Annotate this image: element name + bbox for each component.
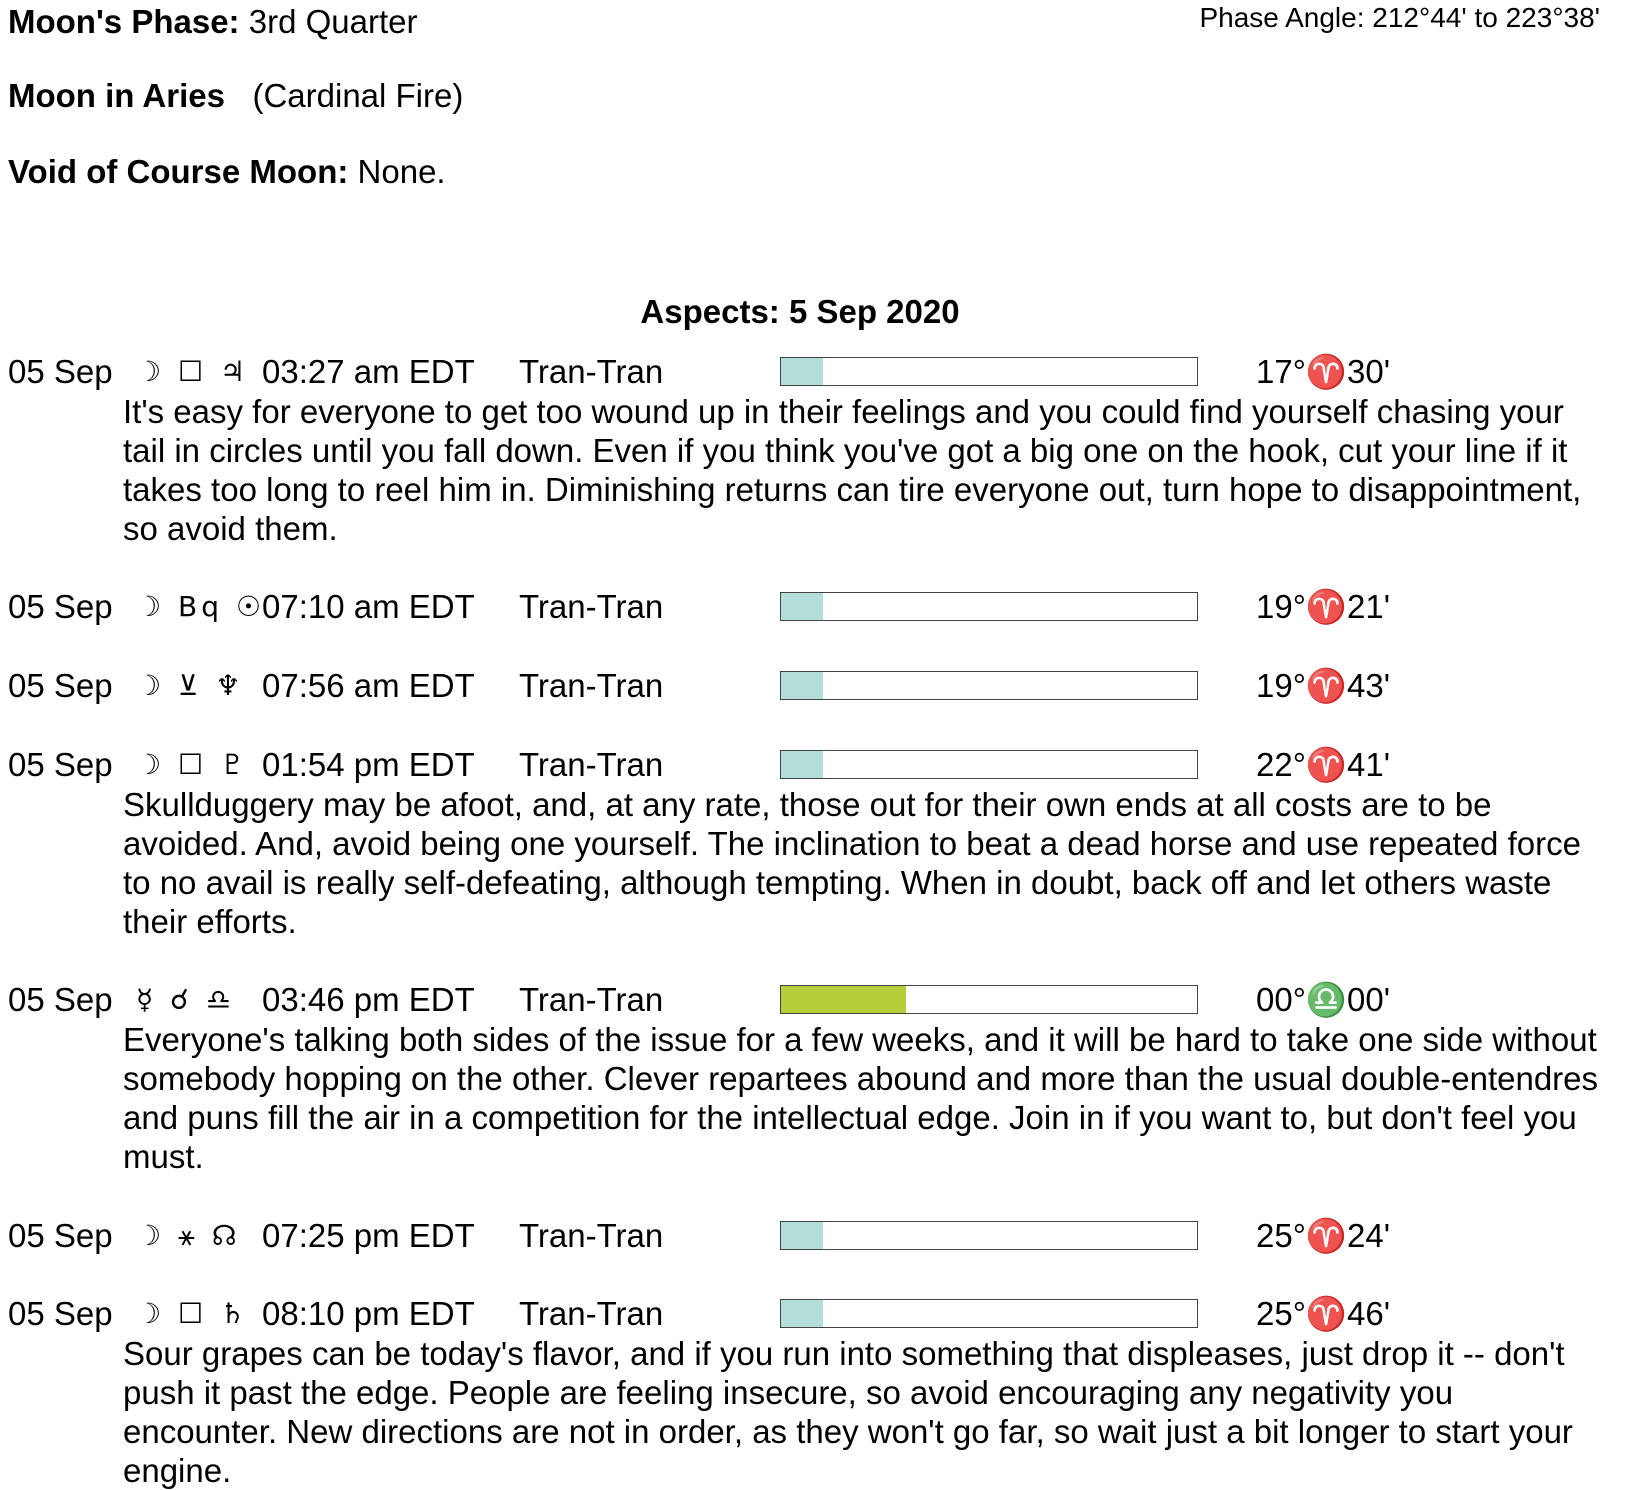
strength-bar-fill (781, 358, 823, 385)
aspect-type: Tran-Tran (519, 667, 664, 704)
aspect-degree: 17°♈30' (1256, 353, 1390, 390)
phase-angle (1199, 0, 1600, 36)
aspect-time: 01:54 pm EDT (262, 746, 475, 783)
strength-bar (780, 750, 1198, 779)
aspect-time: 07:56 am EDT (262, 667, 475, 704)
phase-angle-value: 212°44' to 223°38' (1372, 2, 1600, 33)
aspect-time: 03:46 pm EDT (262, 981, 475, 1018)
aspect-type: Tran-Tran (519, 746, 664, 783)
aspect-date: 05 Sep (8, 588, 113, 625)
aspect-row (0, 1294, 1636, 1334)
aspect-degree: 22°♈41' (1256, 746, 1390, 783)
aspect-date: 05 Sep (8, 746, 113, 783)
aspect-degree: 25°♈46' (1256, 1295, 1390, 1332)
aspect-symbols: ☽ ☐ ♇ (136, 748, 250, 781)
aspects-title: Aspects: 5 Sep 2020 (640, 293, 960, 330)
aspect-time: 03:27 am EDT (262, 353, 475, 390)
aspect-entry (0, 352, 1636, 548)
aspect-row (0, 587, 1636, 627)
aspect-degree: 19°♈43' (1256, 667, 1390, 704)
strength-bar-fill (781, 986, 906, 1013)
aspect-type: Tran-Tran (519, 981, 664, 1018)
aspect-row (0, 666, 1636, 706)
aspect-description: It's easy for everyone to get too wound up in their feelings and you could find yourself chasing your tail in circles until you fall down. Even if you think you've got a big one on the hook, cut your line if it takes too long to reel him in. Diminishing returns can tire everyone out, turn hope to disappointment, so avoid them. (123, 393, 1582, 547)
strength-bar (780, 985, 1198, 1014)
moon-phase-label: Moon's Phase: (8, 3, 240, 40)
moon-phase-value: 3rd Quarter (248, 3, 418, 40)
aspect-time: 08:10 pm EDT (262, 1295, 475, 1332)
aspect-date: 05 Sep (8, 981, 113, 1018)
aspect-entry (0, 1216, 1636, 1256)
aspect-entry (0, 980, 1636, 1176)
aspect-date: 05 Sep (8, 1217, 113, 1254)
aspect-symbols: ☽ ⊻ ♆ (136, 669, 245, 702)
strength-bar (780, 592, 1198, 621)
strength-bar-fill (781, 751, 823, 778)
strength-bar-fill (781, 593, 823, 620)
aspect-symbols: ☽ ☐ ♃ (136, 355, 250, 388)
aspect-entry (0, 1294, 1636, 1490)
strength-bar (780, 671, 1198, 700)
void-moon-line (8, 152, 446, 192)
aspect-symbols: ☽ ☐ ♄ (136, 1297, 250, 1330)
strength-bar-fill (781, 672, 823, 699)
aspect-symbols: ☽ ⚹ ☊ (136, 1219, 241, 1252)
strength-bar-fill (781, 1300, 823, 1327)
aspect-type: Tran-Tran (519, 1217, 664, 1254)
aspect-symbols: ☿ ☌ ♎ (136, 983, 235, 1016)
aspect-type: Tran-Tran (519, 588, 664, 625)
aspect-description: Everyone's talking both sides of the issue for a few weeks, and it will be hard to take one side without somebody hopping on the other. Clever repartees abound and more than the usual double-entendres and puns fill the air in a competition for the intellectual edge. Join in if you want to, but don't feel you must. (123, 1021, 1599, 1175)
aspect-description: Skullduggery may be afoot, and, at any rate, those out for their own ends at all costs are to be avoided. And, avoid being one yourself. The inclination to beat a dead horse and use repeated force to no avail is really self-defeating, although tempting. When in doubt, back off and let others waste their efforts. (123, 786, 1581, 940)
void-moon-value: None. (357, 153, 446, 190)
aspect-symbols: ☽ Bq ☉ (136, 590, 265, 623)
moon-sign-value: (Cardinal Fire) (252, 77, 464, 114)
aspect-time: 07:25 pm EDT (262, 1217, 475, 1254)
aspect-date: 05 Sep (8, 1295, 113, 1332)
aspect-row (0, 1216, 1636, 1256)
aspect-type: Tran-Tran (519, 353, 664, 390)
aspect-date: 05 Sep (8, 667, 113, 704)
aspect-entry (0, 666, 1636, 706)
aspect-degree: 00°♎00' (1256, 981, 1390, 1018)
aspect-description: Sour grapes can be today's flavor, and if you run into something that displeases, just drop it -- don't push it past the edge. People are feeling insecure, so avoid encouraging any negativity you encounter. New directions are not in order, as they won't go far, so wait just a bit longer to start your engine. (123, 1335, 1573, 1489)
aspect-date: 05 Sep (8, 353, 113, 390)
strength-bar (780, 357, 1198, 386)
aspect-degree: 25°♈24' (1256, 1217, 1390, 1254)
moon-sign-line (8, 76, 463, 116)
aspect-row (0, 352, 1636, 392)
aspect-time: 07:10 am EDT (262, 588, 475, 625)
aspect-degree: 19°♈21' (1256, 588, 1390, 625)
phase-angle-label: Phase Angle: (1199, 2, 1365, 33)
aspect-entry (0, 745, 1636, 941)
strength-bar (780, 1221, 1198, 1250)
aspect-row (0, 745, 1636, 785)
strength-bar-fill (781, 1222, 823, 1249)
aspect-row (0, 980, 1636, 1020)
moon-phase-line (8, 2, 417, 42)
aspect-entry (0, 587, 1636, 627)
aspect-type: Tran-Tran (519, 1295, 664, 1332)
void-moon-label: Void of Course Moon: (8, 153, 349, 190)
moon-sign-label: Moon in Aries (8, 77, 225, 114)
strength-bar (780, 1299, 1198, 1328)
